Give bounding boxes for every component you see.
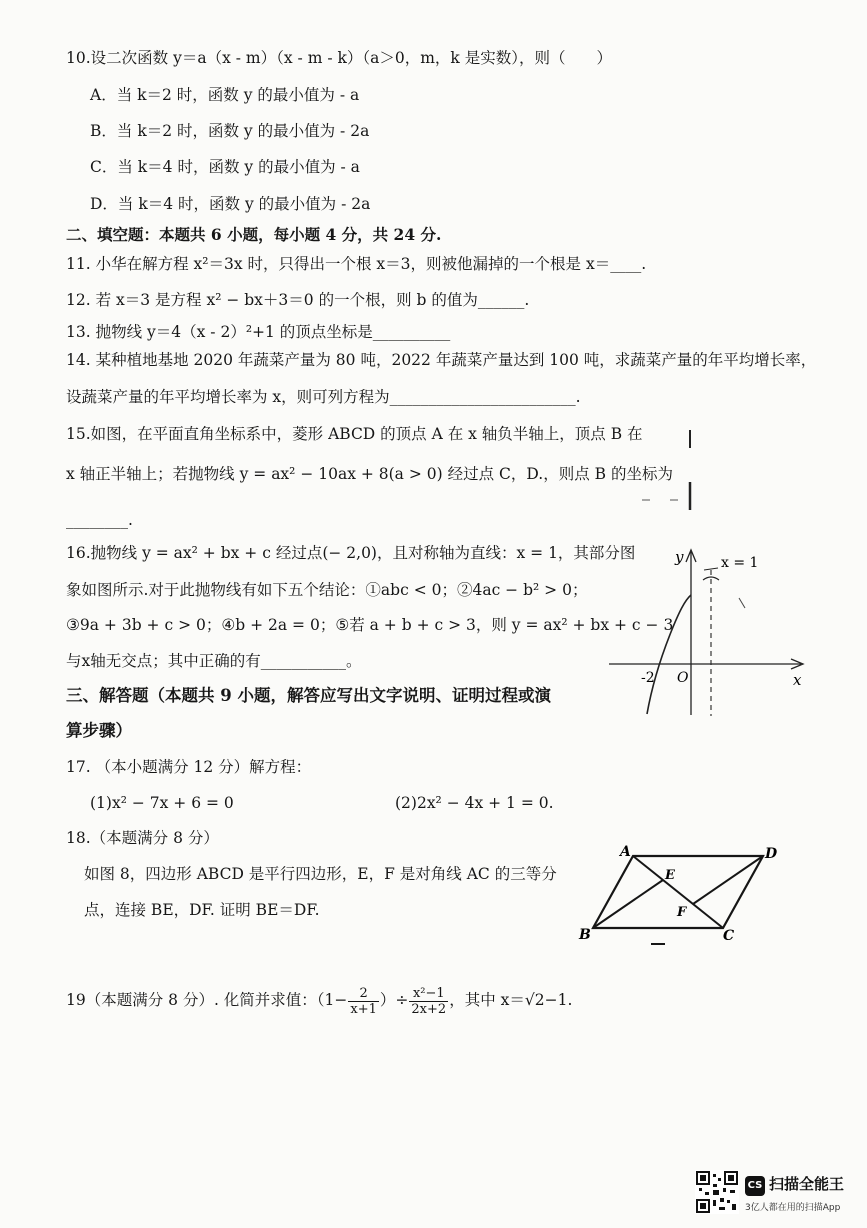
q17-part2: (2)2x² − 4x + 1 = 0. <box>395 794 554 812</box>
q19 <box>66 982 572 1018</box>
parabola-curve <box>647 595 691 714</box>
q16-parabola-figure <box>605 540 810 720</box>
camscanner-logo-icon: CS <box>745 1176 765 1196</box>
q19-suffix: ，其中 x＝√2−1. <box>449 991 573 1009</box>
label-a: A <box>620 844 631 860</box>
q16-line3: ③9a + 3b + c > 0；④b + 2a = 0；⑤若 a + b + c > 3，则 y = ax² + bx + c − 3 <box>66 616 674 634</box>
q19-fraction-1: $\frac{2}{x+1}$ <box>350 985 377 1017</box>
q10-stem: 10.设二次函数 y＝a（x - m）（x - m - k）（a＞0，m，k 是实数），则（ ） <box>66 49 612 67</box>
q16-line1: 16.抛物线 y = ax² + bx + c 经过点(− 2,0)，且对称轴为直线：x = 1，其部分图 <box>66 544 636 562</box>
section3-heading-line1: 三、解答题（本题共 9 小题，解答应写出文字说明、证明过程或演 <box>66 686 551 705</box>
camscanner-name: 扫描全能王 <box>769 1175 845 1193</box>
q18-parallelogram-figure <box>575 840 795 955</box>
q16-line2: 象如图所示.对于此抛物线有如下五个结论：①abc < 0；②4ac − b² > 0； <box>66 581 588 599</box>
q14-line2: 设蔬菜产量的年平均增长率为 x，则可列方程为________________________. <box>66 388 581 406</box>
label-c: C <box>723 928 735 944</box>
q15-line1: 15.如图，在平面直角坐标系中，菱形 ABCD 的顶点 A 在 x 轴负半轴上，顶点 B 在 <box>66 425 643 443</box>
y-label: y <box>675 548 684 566</box>
q13: 13. 抛物线 y＝4（x - 2）²+1 的顶点坐标是__________ <box>66 323 451 341</box>
q12: 12. 若 x＝3 是方程 x² − bx＋3＝0 的一个根，则 b 的值为______. <box>66 291 530 309</box>
q16-line4: 与x轴无交点；其中正确的有___________。 <box>66 652 362 670</box>
q11: 11. 小华在解方程 x²＝3x 时，只得出一个根 x＝3，则被他漏掉的一个根是 x＝____. <box>66 255 647 273</box>
origin-label: O <box>677 670 689 686</box>
q17-stem: 17. （本小题满分 12 分）解方程： <box>66 758 312 776</box>
camscanner-tagline: 3亿人都在用的扫描App <box>745 1203 841 1213</box>
q10-option-b: B．当 k＝2 时，函数 y 的最小值为 - 2a <box>90 122 370 140</box>
q10-option-a: A．当 k＝2 时，函数 y 的最小值为 - a <box>90 86 360 104</box>
point-minus2-label: -2 <box>641 670 655 686</box>
label-f: F <box>677 905 687 920</box>
x-label: x <box>793 671 802 689</box>
symmetry-label: x = 1 <box>721 555 759 571</box>
segment-df <box>693 856 763 904</box>
scanner-watermark <box>695 1170 855 1220</box>
q18-line2: 点，连接 BE，DF. 证明 BE＝DF. <box>84 901 320 919</box>
q10-option-d: D．当 k＝4 时，函数 y 的最小值为 - 2a <box>90 195 371 213</box>
q14-line1: 14. 某种植地基地 2020 年蔬菜产量为 80 吨，2022 年蔬菜产量达到 100 吨，求蔬菜产量的年平均增长率， <box>66 351 817 369</box>
q19-mid: ）÷ <box>379 991 409 1009</box>
q19-fraction-2: $\frac{\text{x²−1}}{2x+2}$ <box>411 985 447 1017</box>
label-b: B <box>579 927 591 943</box>
q17-part1: (1)x² − 7x + 6 = 0 <box>90 794 234 812</box>
q10-option-c: C．当 k＝4 时，函数 y 的最小值为 - a <box>90 158 360 176</box>
qr-code-icon <box>695 1170 739 1214</box>
section3-heading-line2: 算步骤） <box>66 721 132 740</box>
q18-line1: 如图 8，四边形 ABCD 是平行四边形，E，F 是对角线 AC 的三等分 <box>84 865 557 883</box>
label-e: E <box>665 868 675 883</box>
q18-stem: 18.（本题满分 8 分） <box>66 829 219 847</box>
q15-line3: ________. <box>66 511 133 529</box>
q15-figure-fragment <box>630 420 710 520</box>
segment-be <box>593 880 663 928</box>
label-d: D <box>765 846 778 862</box>
q15-line2: x 轴正半轴上；若抛物线 y = ax² − 10ax + 8(a > 0) 经过点 C，D.，则点 B 的坐标为 <box>66 465 673 483</box>
q19-prefix: 19（本题满分 8 分）. 化简并求值：（1− <box>66 991 348 1009</box>
section2-heading: 二、填空题：本题共 6 小题，每小题 4 分，共 24 分. <box>66 225 442 244</box>
